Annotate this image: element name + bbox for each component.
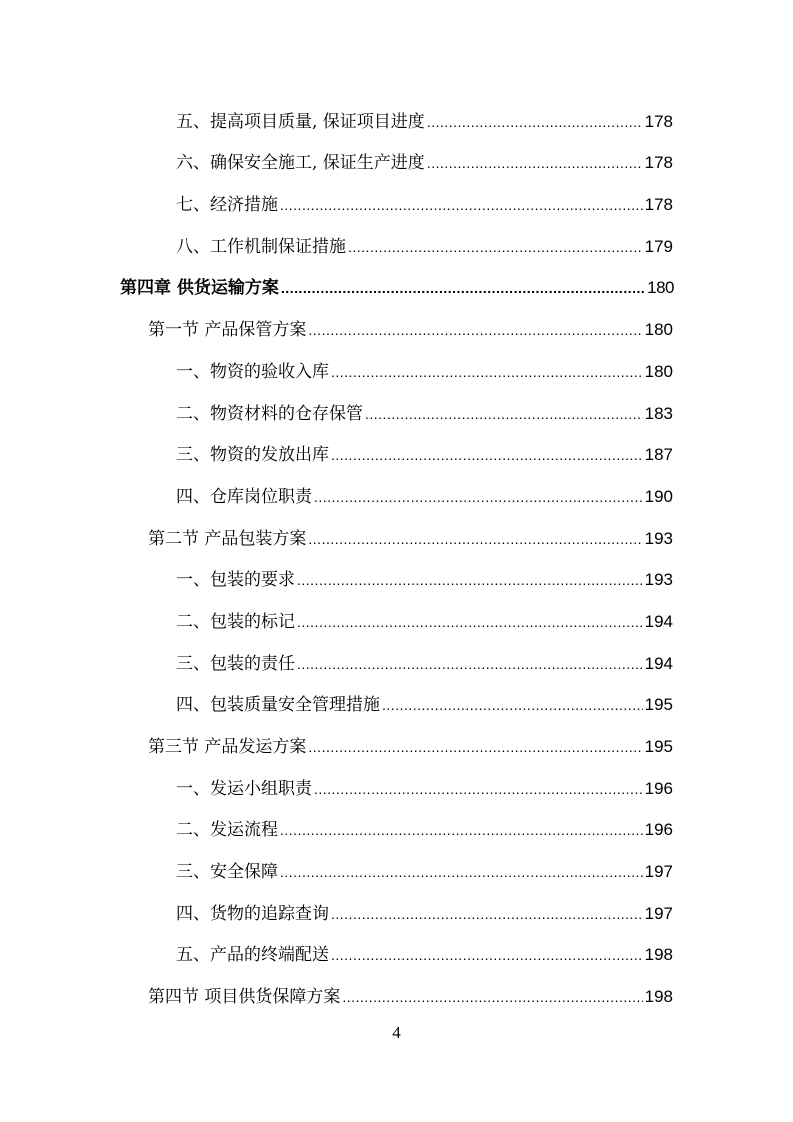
toc-entry[interactable]	[0, 805, 793, 847]
toc-entry-page: 197	[644, 862, 673, 882]
toc-entry-title: 三、物资的发放出库	[176, 445, 329, 466]
toc-dot-leader	[331, 945, 643, 965]
toc-entry[interactable]	[0, 888, 793, 930]
toc-entry-page: 193	[644, 528, 673, 548]
toc-entry-page: 178	[644, 111, 673, 131]
toc-entry[interactable]	[0, 346, 793, 388]
toc-entry-title: 八、工作机制保证措施	[176, 236, 346, 257]
toc-dot-leader	[280, 862, 643, 882]
toc-entry-title: 六、确保安全施工, 保证生产进度	[176, 153, 425, 174]
toc-entry[interactable]	[0, 179, 793, 221]
toc-dot-leader	[308, 737, 642, 757]
toc-entry[interactable]	[0, 221, 793, 263]
toc-section-entry[interactable]	[0, 304, 793, 346]
toc-dot-leader	[280, 195, 643, 215]
toc-entry[interactable]	[0, 846, 793, 888]
toc-entry-page: 197	[644, 903, 673, 923]
toc-entry-title: 一、物资的验收入库	[176, 361, 329, 382]
toc-dot-leader	[308, 529, 642, 549]
toc-section-entry[interactable]	[0, 513, 793, 555]
toc-entry-page: 194	[644, 611, 673, 631]
toc-entry-page: 194	[644, 653, 673, 673]
table-of-contents	[0, 96, 793, 1013]
toc-entry-page: 178	[644, 195, 673, 215]
toc-entry[interactable]	[0, 555, 793, 597]
toc-entry[interactable]	[0, 471, 793, 513]
toc-entry-title: 七、经济措施	[176, 195, 278, 216]
toc-entry-page: 180	[644, 320, 673, 340]
page-number: 4	[392, 1023, 401, 1042]
toc-dot-leader	[314, 779, 643, 799]
toc-section-title: 第四节 项目供货保障方案	[148, 987, 341, 1008]
toc-dot-leader	[297, 654, 643, 674]
toc-entry-page: 183	[644, 403, 673, 423]
toc-entry[interactable]	[0, 680, 793, 722]
toc-dot-leader	[314, 487, 643, 507]
toc-entry[interactable]	[0, 430, 793, 472]
toc-dot-leader	[308, 320, 642, 340]
toc-chapter-entry[interactable]	[0, 263, 793, 305]
toc-entry[interactable]	[0, 96, 793, 138]
toc-dot-leader	[297, 612, 643, 632]
toc-entry-title: 二、发运流程	[176, 820, 278, 841]
toc-entry-page: 179	[644, 236, 673, 256]
toc-entry-title: 一、发运小组职责	[176, 778, 312, 799]
toc-entry-title: 一、包装的要求	[176, 570, 295, 591]
toc-entry-page: 196	[644, 820, 673, 840]
toc-section-entry[interactable]	[0, 721, 793, 763]
toc-entry-page: 187	[644, 445, 673, 465]
toc-dot-leader	[281, 278, 645, 298]
toc-dot-leader	[331, 362, 643, 382]
toc-entry-title: 四、仓库岗位职责	[176, 486, 312, 507]
toc-entry-title: 五、产品的终端配送	[176, 945, 329, 966]
toc-entry-title: 二、包装的标记	[176, 611, 295, 632]
toc-dot-leader	[427, 153, 643, 173]
toc-entry-page: 180	[647, 278, 674, 298]
toc-entry-title: 五、提高项目质量, 保证项目进度	[176, 111, 425, 132]
toc-entry-page: 193	[644, 570, 673, 590]
toc-dot-leader	[331, 445, 643, 465]
toc-entry[interactable]	[0, 763, 793, 805]
toc-section-title: 第一节 产品保管方案	[148, 320, 307, 341]
toc-chapter-title: 第四章 供货运输方案	[120, 278, 279, 299]
toc-entry[interactable]	[0, 388, 793, 430]
toc-entry-title: 四、包装质量安全管理措施	[176, 695, 380, 716]
toc-dot-leader	[348, 237, 643, 257]
toc-dot-leader	[382, 695, 643, 715]
toc-entry-page: 190	[644, 486, 673, 506]
toc-entry-page: 178	[644, 153, 673, 173]
toc-entry-page: 198	[644, 945, 673, 965]
toc-dot-leader	[331, 904, 643, 924]
toc-entry-page: 180	[644, 361, 673, 381]
toc-entry-page: 195	[644, 737, 673, 756]
toc-entry-page: 195	[644, 695, 673, 715]
toc-section-title: 第三节 产品发运方案	[148, 737, 307, 757]
toc-entry-title: 四、货物的追踪查询	[176, 903, 329, 924]
toc-entry[interactable]	[0, 596, 793, 638]
toc-entry[interactable]	[0, 638, 793, 680]
toc-dot-leader	[365, 404, 643, 424]
toc-dot-leader	[297, 570, 643, 590]
toc-entry-page: 196	[644, 778, 673, 798]
toc-dot-leader	[427, 112, 643, 132]
toc-entry-title: 二、物资材料的仓存保管	[176, 403, 363, 424]
toc-entry-title: 三、安全保障	[176, 862, 278, 883]
toc-section-entry[interactable]	[0, 971, 793, 1013]
toc-entry[interactable]	[0, 138, 793, 180]
toc-section-title: 第二节 产品包装方案	[148, 528, 307, 549]
toc-entry-title: 三、包装的责任	[176, 653, 295, 674]
toc-entry-page: 198	[644, 987, 673, 1007]
toc-entry[interactable]	[0, 930, 793, 972]
toc-dot-leader	[342, 987, 642, 1007]
toc-dot-leader	[280, 820, 643, 840]
